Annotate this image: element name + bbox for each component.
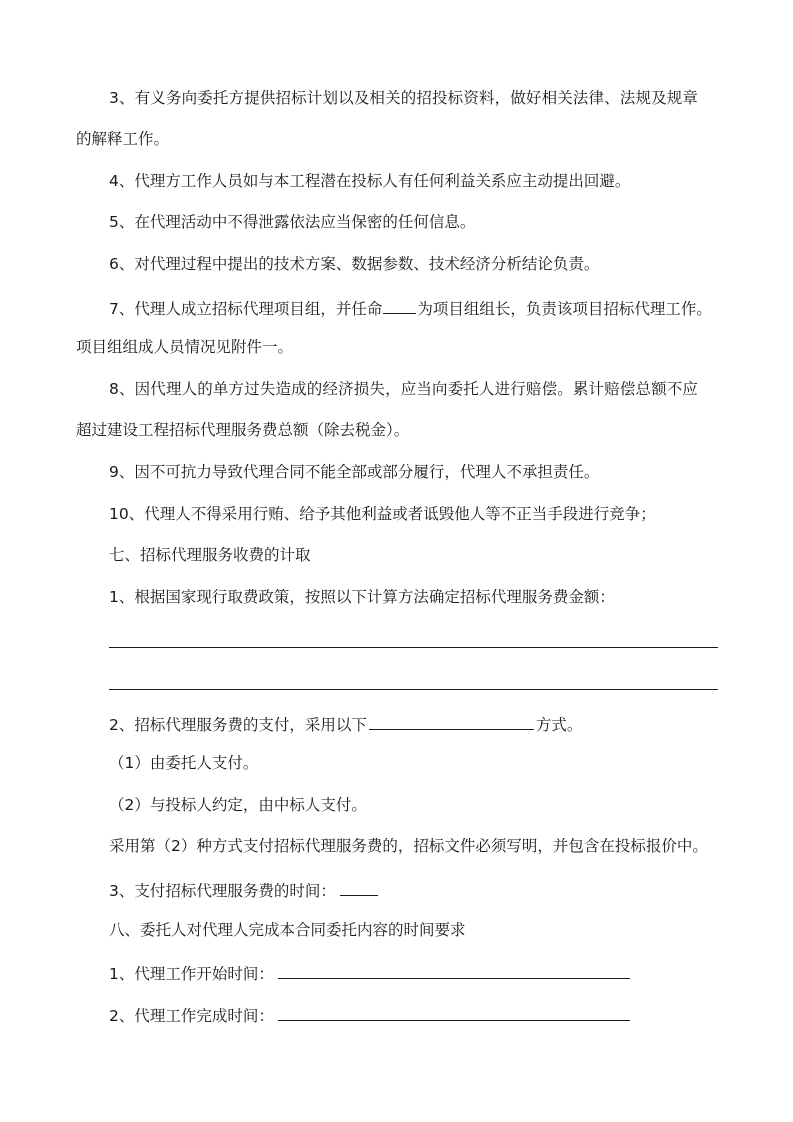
clause-7-line-1 (109, 296, 712, 319)
section-7-item-1: 1、根据国家现行取费政策，按照以下计算方法确定招标代理服务费金额： (109, 588, 615, 606)
clause-9: 9、因不可抗力导致代理合同不能全部或部分履行，代理人不承担责任。 (109, 463, 600, 481)
clause-8-line-1: 8、因代理人的单方过失造成的经济损失，应当向委托人进行赔偿。累计赔偿总额不应 (109, 380, 699, 398)
section-8-heading: 八、委托人对代理人完成本合同委托内容的时间要求 (109, 921, 466, 939)
clause-6: 6、对代理过程中提出的技术方案、数据参数、技术经济分析结论负责。 (109, 255, 600, 273)
fee-calculation-blank-line-2[interactable] (109, 689, 718, 690)
start-time-blank[interactable] (278, 961, 630, 979)
clause-7-line-2: 项目组组成人员情况见附件一。 (76, 338, 294, 356)
payment-option-2: （2）与投标人约定，由中标人支付。 (109, 796, 367, 814)
clause-10: 10、代理人不得采用行贿、给予其他利益或者诋毁他人等不正当手段进行竞争； (109, 505, 656, 523)
end-time-blank[interactable] (278, 1003, 630, 1021)
clause-3-line-1: 3、有义务向委托方提供招标计划以及相关的招投标资料，做好相关法律、法规及规章 (109, 89, 699, 107)
section-7-item-2-before: 2、招标代理服务费的支付，采用以下 (109, 716, 367, 734)
clause-4: 4、代理方工作人员如与本工程潜在投标人有任何利益关系应主动提出回避。 (109, 172, 631, 190)
payment-method-blank[interactable] (369, 712, 534, 730)
section-7-item-2-after: 方式。 (535, 716, 583, 734)
clause-7-text-before: 7、代理人成立招标代理项目组，并任命 (109, 300, 383, 318)
section-7-item-3-label: 3、支付招标代理服务费的时间： (109, 882, 336, 900)
section-7-item-3 (109, 878, 378, 901)
section-7-heading: 七、招标代理服务收费的计取 (109, 546, 311, 564)
clause-8-line-2: 超过建设工程招标代理服务费总额（除去税金）。 (76, 421, 410, 439)
clause-7-text-after: 为项目组组长，负责该项目招标代理工作。 (417, 300, 712, 318)
clause-5: 5、在代理活动中不得泄露依法应当保密的任何信息。 (109, 213, 476, 231)
clause-3-line-2: 的解释工作。 (76, 130, 170, 148)
end-time-row (109, 1003, 630, 1026)
payment-time-blank[interactable] (340, 878, 378, 896)
project-leader-blank[interactable] (383, 296, 416, 314)
payment-option-note: 采用第（2）种方式支付招标代理服务费的，招标文件必须写明，并包含在投标报价中。 (109, 837, 708, 855)
fee-calculation-blank-line-1[interactable] (109, 647, 718, 648)
section-7-item-2 (109, 712, 582, 735)
start-time-label: 1、代理工作开始时间： (109, 965, 274, 983)
payment-option-1: （1）由委托人支付。 (109, 754, 259, 772)
start-time-row (109, 961, 630, 984)
end-time-label: 2、代理工作完成时间： (109, 1007, 274, 1025)
